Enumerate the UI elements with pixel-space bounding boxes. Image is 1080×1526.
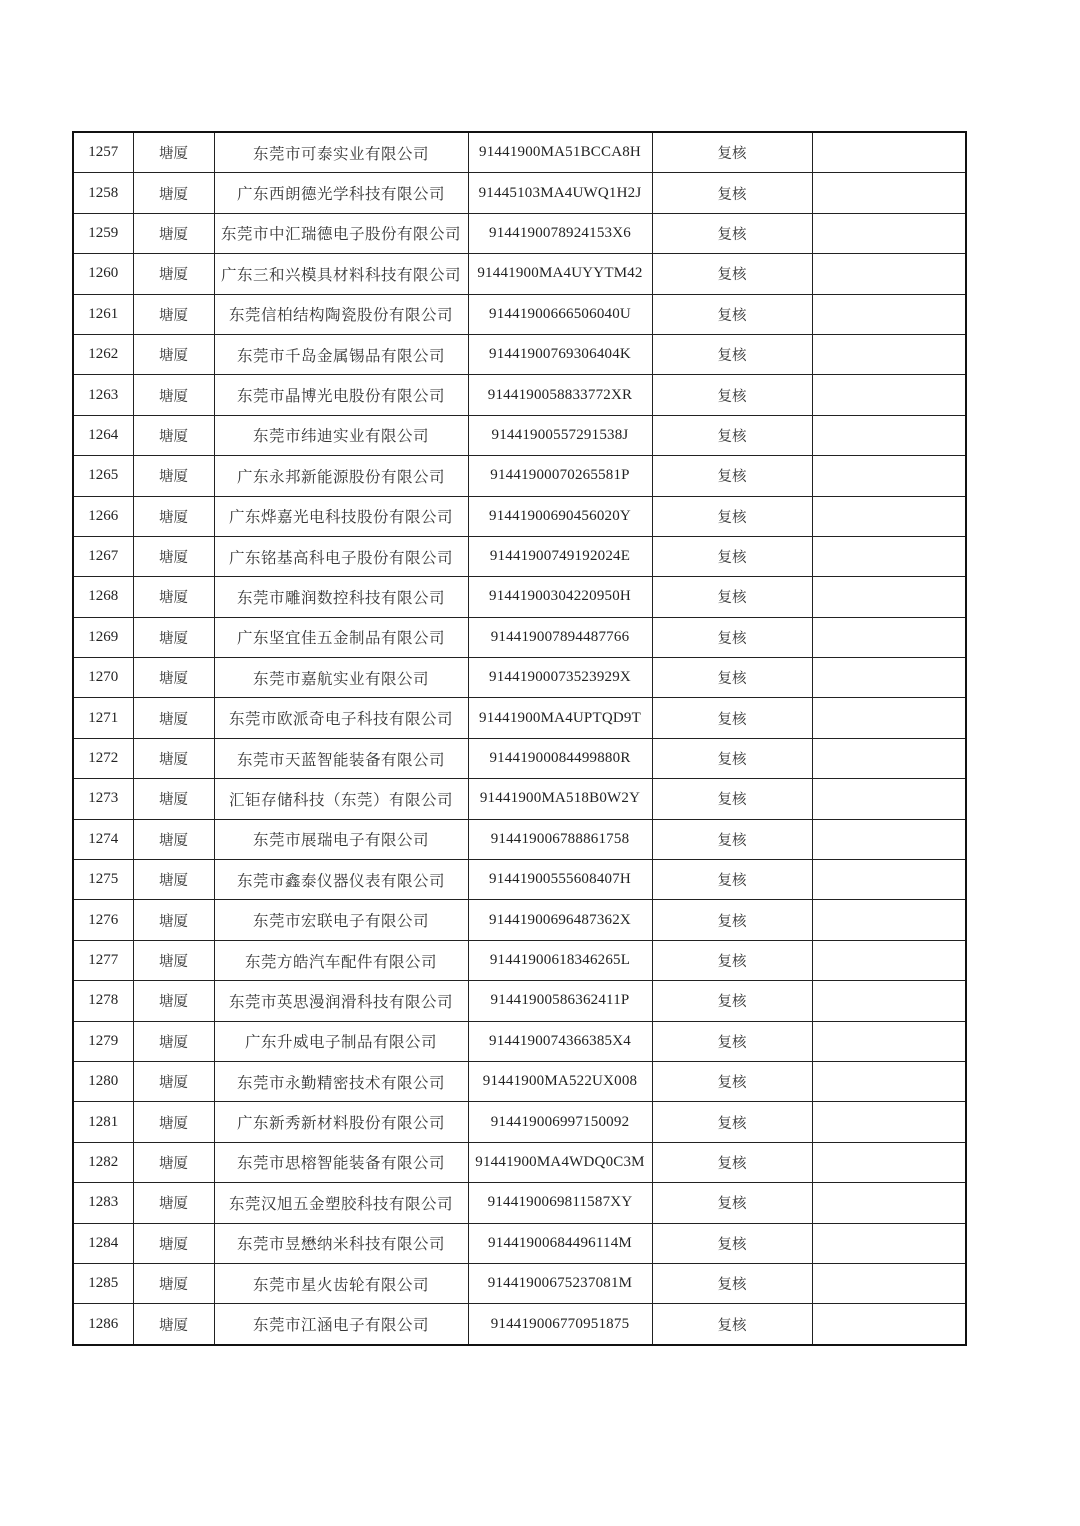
status-cell: 复核 bbox=[652, 1263, 812, 1303]
row-number: 1286 bbox=[73, 1304, 133, 1345]
note-cell bbox=[812, 213, 966, 253]
credit-code-cell: 91441900084499880R bbox=[468, 738, 652, 778]
company-name-cell: 广东永邦新能源股份有限公司 bbox=[214, 456, 468, 496]
row-number: 1269 bbox=[73, 617, 133, 657]
status-cell: 复核 bbox=[652, 658, 812, 698]
row-number: 1278 bbox=[73, 981, 133, 1021]
credit-code-cell: 91441900MA4UPTQD9T bbox=[468, 698, 652, 738]
company-name-cell: 东莞市思榕智能装备有限公司 bbox=[214, 1142, 468, 1182]
table-body bbox=[73, 132, 966, 1345]
town-cell: 塘厦 bbox=[133, 860, 214, 900]
row-number: 1277 bbox=[73, 940, 133, 980]
table-row bbox=[73, 1183, 966, 1223]
credit-code-cell: 91441900MA4UYYTM42 bbox=[468, 254, 652, 294]
credit-code-cell: 914419006997150092 bbox=[468, 1102, 652, 1142]
credit-code-cell: 91441900MA518B0W2Y bbox=[468, 779, 652, 819]
credit-code-cell: 91441900555608407H bbox=[468, 860, 652, 900]
note-cell bbox=[812, 456, 966, 496]
row-number: 1275 bbox=[73, 860, 133, 900]
town-cell: 塘厦 bbox=[133, 415, 214, 455]
company-name-cell: 东莞市嘉航实业有限公司 bbox=[214, 658, 468, 698]
town-cell: 塘厦 bbox=[133, 617, 214, 657]
table-row bbox=[73, 536, 966, 576]
company-name-cell: 东莞市千岛金属锡品有限公司 bbox=[214, 334, 468, 374]
credit-code-cell: 91441900MA522UX008 bbox=[468, 1061, 652, 1101]
company-name-cell: 东莞市雕润数控科技有限公司 bbox=[214, 577, 468, 617]
status-cell: 复核 bbox=[652, 940, 812, 980]
status-cell: 复核 bbox=[652, 132, 812, 173]
credit-code-cell: 91441900696487362X bbox=[468, 900, 652, 940]
credit-code-cell: 91441900073523929X bbox=[468, 658, 652, 698]
note-cell bbox=[812, 1021, 966, 1061]
company-name-cell: 东莞市中汇瑞德电子股份有限公司 bbox=[214, 213, 468, 253]
note-cell bbox=[812, 617, 966, 657]
status-cell: 复核 bbox=[652, 456, 812, 496]
credit-code-cell: 91441900666506040U bbox=[468, 294, 652, 334]
note-cell bbox=[812, 132, 966, 173]
credit-code-cell: 91441900586362411P bbox=[468, 981, 652, 1021]
table-row bbox=[73, 900, 966, 940]
row-number: 1257 bbox=[73, 132, 133, 173]
note-cell bbox=[812, 1183, 966, 1223]
status-cell: 复核 bbox=[652, 819, 812, 859]
town-cell: 塘厦 bbox=[133, 1304, 214, 1345]
note-cell bbox=[812, 577, 966, 617]
row-number: 1285 bbox=[73, 1263, 133, 1303]
status-cell: 复核 bbox=[652, 1183, 812, 1223]
town-cell: 塘厦 bbox=[133, 173, 214, 213]
town-cell: 塘厦 bbox=[133, 981, 214, 1021]
company-name-cell: 东莞市可泰实业有限公司 bbox=[214, 132, 468, 173]
note-cell bbox=[812, 900, 966, 940]
town-cell: 塘厦 bbox=[133, 1263, 214, 1303]
town-cell: 塘厦 bbox=[133, 577, 214, 617]
row-number: 1260 bbox=[73, 254, 133, 294]
row-number: 1268 bbox=[73, 577, 133, 617]
row-number: 1284 bbox=[73, 1223, 133, 1263]
credit-code-cell: 91441900070265581P bbox=[468, 456, 652, 496]
town-cell: 塘厦 bbox=[133, 456, 214, 496]
town-cell: 塘厦 bbox=[133, 1183, 214, 1223]
town-cell: 塘厦 bbox=[133, 536, 214, 576]
row-number: 1258 bbox=[73, 173, 133, 213]
table-row bbox=[73, 1061, 966, 1101]
town-cell: 塘厦 bbox=[133, 658, 214, 698]
row-number: 1274 bbox=[73, 819, 133, 859]
status-cell: 复核 bbox=[652, 1304, 812, 1345]
credit-code-cell: 9144190069811587XY bbox=[468, 1183, 652, 1223]
credit-code-cell: 91441900684496114M bbox=[468, 1223, 652, 1263]
status-cell: 复核 bbox=[652, 294, 812, 334]
credit-code-cell: 91441900690456020Y bbox=[468, 496, 652, 536]
company-name-cell: 东莞市宏联电子有限公司 bbox=[214, 900, 468, 940]
status-cell: 复核 bbox=[652, 213, 812, 253]
town-cell: 塘厦 bbox=[133, 375, 214, 415]
credit-code-cell: 9144190078924153X6 bbox=[468, 213, 652, 253]
company-name-cell: 东莞市英思漫润滑科技有限公司 bbox=[214, 981, 468, 1021]
status-cell: 复核 bbox=[652, 496, 812, 536]
table-row bbox=[73, 617, 966, 657]
row-number: 1266 bbox=[73, 496, 133, 536]
company-name-cell: 东莞市星火齿轮有限公司 bbox=[214, 1263, 468, 1303]
town-cell: 塘厦 bbox=[133, 738, 214, 778]
status-cell: 复核 bbox=[652, 577, 812, 617]
note-cell bbox=[812, 1223, 966, 1263]
row-number: 1281 bbox=[73, 1102, 133, 1142]
note-cell bbox=[812, 415, 966, 455]
town-cell: 塘厦 bbox=[133, 819, 214, 859]
note-cell bbox=[812, 819, 966, 859]
row-number: 1270 bbox=[73, 658, 133, 698]
note-cell bbox=[812, 779, 966, 819]
status-cell: 复核 bbox=[652, 536, 812, 576]
table-row bbox=[73, 779, 966, 819]
row-number: 1261 bbox=[73, 294, 133, 334]
status-cell: 复核 bbox=[652, 254, 812, 294]
row-number: 1263 bbox=[73, 375, 133, 415]
company-name-cell: 广东铭基高科电子股份有限公司 bbox=[214, 536, 468, 576]
status-cell: 复核 bbox=[652, 1223, 812, 1263]
row-number: 1267 bbox=[73, 536, 133, 576]
table-row bbox=[73, 1021, 966, 1061]
note-cell bbox=[812, 698, 966, 738]
row-number: 1262 bbox=[73, 334, 133, 374]
note-cell bbox=[812, 1304, 966, 1345]
status-cell: 复核 bbox=[652, 738, 812, 778]
status-cell: 复核 bbox=[652, 334, 812, 374]
table-row bbox=[73, 173, 966, 213]
note-cell bbox=[812, 738, 966, 778]
note-cell bbox=[812, 940, 966, 980]
note-cell bbox=[812, 981, 966, 1021]
note-cell bbox=[812, 1061, 966, 1101]
company-name-cell: 广东坚宜佳五金制品有限公司 bbox=[214, 617, 468, 657]
note-cell bbox=[812, 294, 966, 334]
company-name-cell: 东莞市永勤精密技术有限公司 bbox=[214, 1061, 468, 1101]
row-number: 1273 bbox=[73, 779, 133, 819]
credit-code-cell: 9144190058833772XR bbox=[468, 375, 652, 415]
note-cell bbox=[812, 375, 966, 415]
table-row bbox=[73, 254, 966, 294]
note-cell bbox=[812, 658, 966, 698]
town-cell: 塘厦 bbox=[133, 132, 214, 173]
company-name-cell: 广东西朗德光学科技有限公司 bbox=[214, 173, 468, 213]
town-cell: 塘厦 bbox=[133, 1142, 214, 1182]
row-number: 1280 bbox=[73, 1061, 133, 1101]
row-number: 1259 bbox=[73, 213, 133, 253]
credit-code-cell: 91441900769306404K bbox=[468, 334, 652, 374]
table-row bbox=[73, 1102, 966, 1142]
credit-code-cell: 91441900618346265L bbox=[468, 940, 652, 980]
table-row bbox=[73, 496, 966, 536]
company-name-cell: 广东烨嘉光电科技股份有限公司 bbox=[214, 496, 468, 536]
table-row bbox=[73, 577, 966, 617]
table-row bbox=[73, 294, 966, 334]
status-cell: 复核 bbox=[652, 1102, 812, 1142]
town-cell: 塘厦 bbox=[133, 900, 214, 940]
status-cell: 复核 bbox=[652, 981, 812, 1021]
row-number: 1282 bbox=[73, 1142, 133, 1182]
credit-code-cell: 914419006788861758 bbox=[468, 819, 652, 859]
row-number: 1279 bbox=[73, 1021, 133, 1061]
company-name-cell: 广东升威电子制品有限公司 bbox=[214, 1021, 468, 1061]
note-cell bbox=[812, 1102, 966, 1142]
enterprise-list-table bbox=[72, 131, 967, 1346]
table-row bbox=[73, 456, 966, 496]
company-name-cell: 东莞市昱懋纳米科技有限公司 bbox=[214, 1223, 468, 1263]
note-cell bbox=[812, 860, 966, 900]
status-cell: 复核 bbox=[652, 1061, 812, 1101]
status-cell: 复核 bbox=[652, 1142, 812, 1182]
town-cell: 塘厦 bbox=[133, 1021, 214, 1061]
table-row bbox=[73, 375, 966, 415]
town-cell: 塘厦 bbox=[133, 213, 214, 253]
company-name-cell: 东莞方皓汽车配件有限公司 bbox=[214, 940, 468, 980]
town-cell: 塘厦 bbox=[133, 1102, 214, 1142]
row-number: 1271 bbox=[73, 698, 133, 738]
credit-code-cell: 91441900304220950H bbox=[468, 577, 652, 617]
table-row bbox=[73, 658, 966, 698]
town-cell: 塘厦 bbox=[133, 294, 214, 334]
table-row bbox=[73, 132, 966, 173]
company-name-cell: 东莞市展瑞电子有限公司 bbox=[214, 819, 468, 859]
row-number: 1265 bbox=[73, 456, 133, 496]
status-cell: 复核 bbox=[652, 415, 812, 455]
status-cell: 复核 bbox=[652, 173, 812, 213]
company-name-cell: 东莞市欧派奇电子科技有限公司 bbox=[214, 698, 468, 738]
town-cell: 塘厦 bbox=[133, 940, 214, 980]
credit-code-cell: 91441900749192024E bbox=[468, 536, 652, 576]
table-row bbox=[73, 334, 966, 374]
company-name-cell: 东莞市纬迪实业有限公司 bbox=[214, 415, 468, 455]
status-cell: 复核 bbox=[652, 375, 812, 415]
table-row bbox=[73, 1304, 966, 1345]
town-cell: 塘厦 bbox=[133, 496, 214, 536]
status-cell: 复核 bbox=[652, 617, 812, 657]
company-name-cell: 东莞信柏结构陶瓷股份有限公司 bbox=[214, 294, 468, 334]
credit-code-cell: 91441900557291538J bbox=[468, 415, 652, 455]
company-name-cell: 广东新秀新材料股份有限公司 bbox=[214, 1102, 468, 1142]
table-row bbox=[73, 940, 966, 980]
company-name-cell: 汇钜存储科技（东莞）有限公司 bbox=[214, 779, 468, 819]
town-cell: 塘厦 bbox=[133, 334, 214, 374]
credit-code-cell: 91445103MA4UWQ1H2J bbox=[468, 173, 652, 213]
note-cell bbox=[812, 536, 966, 576]
company-name-cell: 东莞市晶博光电股份有限公司 bbox=[214, 375, 468, 415]
credit-code-cell: 91441900MA51BCCA8H bbox=[468, 132, 652, 173]
status-cell: 复核 bbox=[652, 779, 812, 819]
row-number: 1272 bbox=[73, 738, 133, 778]
note-cell bbox=[812, 173, 966, 213]
company-name-cell: 东莞市天蓝智能装备有限公司 bbox=[214, 738, 468, 778]
credit-code-cell: 91441900MA4WDQ0C3M bbox=[468, 1142, 652, 1182]
row-number: 1264 bbox=[73, 415, 133, 455]
town-cell: 塘厦 bbox=[133, 1061, 214, 1101]
credit-code-cell: 91441900675237081M bbox=[468, 1263, 652, 1303]
table-row bbox=[73, 860, 966, 900]
table-row bbox=[73, 819, 966, 859]
town-cell: 塘厦 bbox=[133, 254, 214, 294]
note-cell bbox=[812, 1263, 966, 1303]
credit-code-cell: 914419007894487766 bbox=[468, 617, 652, 657]
company-name-cell: 东莞汉旭五金塑胶科技有限公司 bbox=[214, 1183, 468, 1223]
company-name-cell: 东莞市江涵电子有限公司 bbox=[214, 1304, 468, 1345]
row-number: 1276 bbox=[73, 900, 133, 940]
note-cell bbox=[812, 334, 966, 374]
company-name-cell: 广东三和兴模具材料科技有限公司 bbox=[214, 254, 468, 294]
table-row bbox=[73, 1142, 966, 1182]
row-number: 1283 bbox=[73, 1183, 133, 1223]
note-cell bbox=[812, 254, 966, 294]
table-row bbox=[73, 213, 966, 253]
town-cell: 塘厦 bbox=[133, 698, 214, 738]
status-cell: 复核 bbox=[652, 698, 812, 738]
status-cell: 复核 bbox=[652, 900, 812, 940]
note-cell bbox=[812, 496, 966, 536]
credit-code-cell: 9144190074366385X4 bbox=[468, 1021, 652, 1061]
status-cell: 复核 bbox=[652, 1021, 812, 1061]
table-row bbox=[73, 981, 966, 1021]
table-row bbox=[73, 415, 966, 455]
table-row bbox=[73, 1263, 966, 1303]
status-cell: 复核 bbox=[652, 860, 812, 900]
town-cell: 塘厦 bbox=[133, 779, 214, 819]
town-cell: 塘厦 bbox=[133, 1223, 214, 1263]
company-name-cell: 东莞市鑫泰仪器仪表有限公司 bbox=[214, 860, 468, 900]
table-row bbox=[73, 738, 966, 778]
table-row bbox=[73, 698, 966, 738]
note-cell bbox=[812, 1142, 966, 1182]
credit-code-cell: 914419006770951875 bbox=[468, 1304, 652, 1345]
table-row bbox=[73, 1223, 966, 1263]
